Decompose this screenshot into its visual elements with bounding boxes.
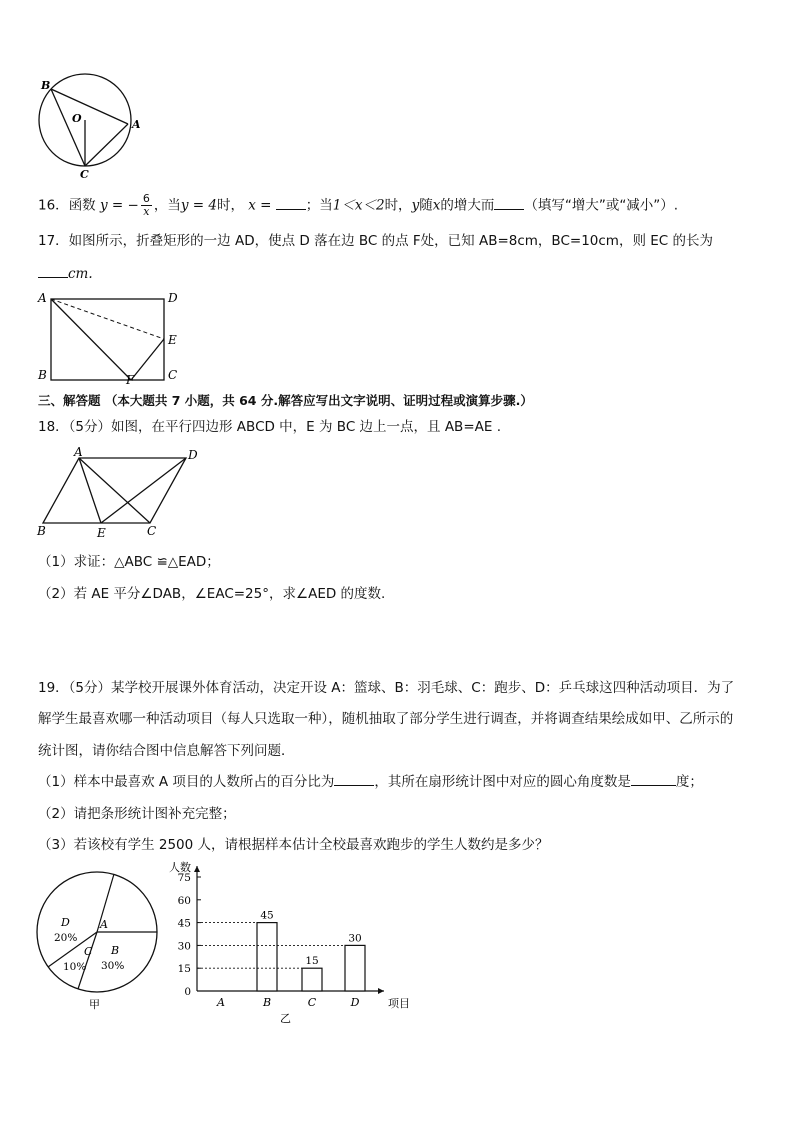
label-O: O <box>72 112 82 125</box>
bar-D <box>345 945 365 991</box>
label-D: D <box>168 291 178 305</box>
pie-caption: 甲 <box>89 998 100 1011</box>
question-19-part-2: （2）请把条形统计图补充完整； <box>38 806 236 822</box>
label-B: B <box>41 79 51 92</box>
segment-BA <box>51 89 128 124</box>
pie-pct-B: 30% <box>101 960 125 972</box>
label-B: B <box>37 524 46 538</box>
q16-text: 函数 <box>68 197 96 214</box>
bar-B <box>257 923 277 991</box>
question-18-part-2: （2）若 AE 平分∠DAB，∠EAC=25°，求∠AED 的度数. <box>38 586 386 602</box>
category-label-C: C <box>307 996 317 1009</box>
segment-AF <box>51 299 131 380</box>
bar-xlabel: 项目 <box>388 997 410 1010</box>
label-C: C <box>80 168 89 181</box>
y-tick-label: 0 <box>184 986 191 998</box>
bar-value-label-B: 45 <box>260 909 274 922</box>
pie-label-A: A <box>100 918 108 931</box>
section-heading: 三、解答题 （本大题共 7 小题，共 64 分.解答应写出文字说明、证明过程或演算步骤.） <box>38 393 533 408</box>
bar-chart <box>162 856 422 1026</box>
question-19-line-3: 统计图，请你结合图中信息解答下列问题． <box>38 743 295 759</box>
parallelogram-figure <box>34 446 209 542</box>
segment-AC <box>85 124 128 166</box>
y-tick-label: 15 <box>177 963 191 976</box>
fold-line-AE <box>51 299 164 339</box>
question-19-line-2: 解学生最喜欢哪一种活动项目（每人只选取一种），随机抽取了部分学生进行调查，并将调查结果绘成如甲、乙所示的 <box>38 711 734 727</box>
question-18-part-1: （1）求证：△ABC ≌△EAD； <box>38 554 220 570</box>
category-label-B: B <box>262 996 272 1009</box>
y-tick-label: 45 <box>177 917 191 930</box>
q16-function: y = − <box>99 197 139 214</box>
question-17-answer-line: cm. <box>38 265 93 283</box>
pie-label-C: C <box>84 945 93 958</box>
bar-value-label-D: 30 <box>348 932 362 945</box>
y-tick-label: 75 <box>177 872 191 884</box>
category-label-A: A <box>217 996 225 1009</box>
label-D: D <box>188 448 198 462</box>
y-tick-label: 60 <box>177 894 191 907</box>
pie-label-D: D <box>61 916 70 929</box>
question-17: 17．如图所示，折叠矩形的一边 AD，使点 D 落在边 BC 的点 F处，已知 AB=8cm，BC=10cm，则 EC 的长为 <box>38 233 713 249</box>
bar-ylabel: 人数 <box>169 861 191 874</box>
label-C: C <box>168 368 178 382</box>
answer-blank-ec[interactable] <box>38 265 68 278</box>
segment-FE <box>131 339 164 380</box>
q16-fraction: $\frac{6}{x}$ <box>142 192 150 218</box>
label-C: C <box>147 524 157 538</box>
answer-blank-trend[interactable] <box>494 197 524 210</box>
label-B: B <box>38 368 47 382</box>
label-A: A <box>132 118 141 131</box>
pie-label-B: B <box>111 944 120 957</box>
pie-chart <box>34 870 164 1015</box>
question-19-part-1: （1）样本中最喜欢 A 项目的人数所占的百分比为 ，其所在扇形统计图中对应的圆心角度数是 度； <box>38 774 703 790</box>
bar-C <box>302 968 322 991</box>
circle-figure <box>30 72 145 182</box>
label-E: E <box>97 526 106 540</box>
label-F: F <box>126 373 135 387</box>
x-axis-arrow <box>378 988 384 994</box>
pie-pct-C: 10% <box>63 961 87 973</box>
bar-value-label-C: 15 <box>305 955 319 968</box>
rectangle-fold-figure <box>32 286 192 388</box>
label-A: A <box>74 446 83 459</box>
bar-caption: 乙 <box>280 1012 291 1025</box>
answer-blank-percent[interactable] <box>334 773 374 786</box>
answer-blank-angle[interactable] <box>631 773 676 786</box>
answer-blank-x[interactable] <box>276 197 306 210</box>
label-A: A <box>38 291 47 305</box>
category-label-D: D <box>350 996 360 1009</box>
question-16: 16．函数 y = − $\frac{6}{x}$ ，当y = 4时， x = ；当1＜x＜2时，y随x的增大而 （填写“增大”或“减小”）. <box>38 192 679 218</box>
y-tick-label: 30 <box>177 940 191 953</box>
q16-number: 16． <box>38 197 69 214</box>
rectangle-ABCD <box>51 299 164 380</box>
label-E: E <box>168 333 177 347</box>
question-19-part-3: （3）若该校有学生 2500 人，请根据样本估计全校最喜欢跑步的学生人数约是多少？ <box>38 837 549 853</box>
question-18: 18．（5分）如图，在平行四边形 ABCD 中，E 为 BC 边上一点，且 AB=AE . <box>38 419 501 435</box>
pie-pct-D: 20% <box>54 932 78 944</box>
segment-BC <box>51 89 85 166</box>
question-19-line-1: 19．（5分）某学校开展课外体育活动，决定开设 A：篮球、B：羽毛球、C：跑步、D：乒乓球这四种活动项目．为了 <box>38 680 735 696</box>
y-axis-arrow <box>194 866 200 872</box>
